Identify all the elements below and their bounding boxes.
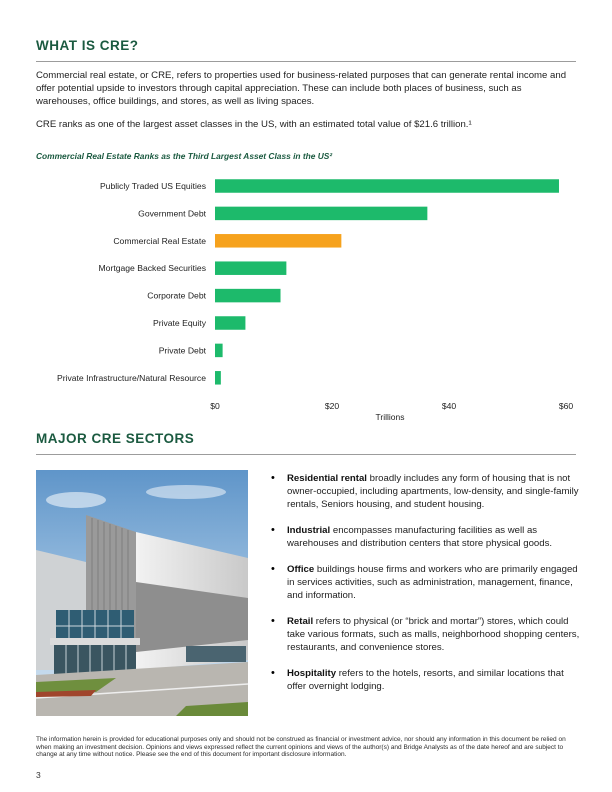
- sector-description: broadly includes any form of housing that is not owner-occupied, including apartments, low-density, and single-family rentals, Seniors housing, and student housing.: [287, 473, 579, 510]
- list-item: [268, 667, 580, 693]
- chart-bar: [215, 289, 281, 303]
- section-divider-2: [36, 454, 576, 455]
- sector-title: Industrial: [287, 525, 331, 536]
- section-divider: [36, 61, 576, 62]
- intro-paragraph: Commercial real estate, or CRE, refers to properties used for business-related purposes that can generate rental income and offer potential upside to investors through capital appreciation. These can include both places of business, such as warehouses, office buildings, and stores, as well as living spaces.: [36, 70, 567, 107]
- chart-bar: [215, 234, 341, 248]
- chart-bar: [215, 371, 221, 385]
- warehouse-photo: [36, 470, 248, 716]
- section-heading-what-is-cre: WHAT IS CRE?: [36, 38, 139, 53]
- chart-category-label: Corporate Debt: [147, 290, 206, 301]
- sector-description: refers to physical (or “brick and mortar”) stores, which could take various formats, such as malls, neighborhood shopping centers, restaurants, and convenience stores.: [287, 616, 580, 653]
- sector-description: buildings house firms and workers who are primarily engaged in services activities, such as administration, management, finance, and information.: [287, 564, 578, 601]
- cre-value-paragraph: CRE ranks as one of the largest asset classes in the US, with an estimated total value of $21.6 trillion.¹: [36, 119, 472, 130]
- chart-bar: [215, 344, 223, 358]
- chart-x-tick-label: $60: [558, 401, 574, 411]
- chart-x-tick-label: $20: [324, 401, 340, 411]
- chart-category-label: Mortgage Backed Securities: [98, 263, 206, 274]
- chart-category-label: Publicly Traded US Equities: [99, 181, 206, 191]
- disclaimer-footnote: The information herein is provided for educational purposes only and should not be construed as financial or investment advice, nor should any information in this document be relied on when making an investment decision. Opinions and views expressed reflect the current opinions and views of the author(s) and Bridge Analysts as of the date hereof and are subject to change at any time without notice. Please see the end of this document for important disclosure information.: [36, 736, 566, 759]
- list-item: [268, 615, 580, 654]
- sector-title: Retail: [287, 616, 314, 627]
- list-item: [268, 563, 580, 602]
- section-heading-major-cre-sectors: MAJOR CRE SECTORS: [36, 431, 195, 446]
- sector-list: [268, 472, 580, 706]
- page-number: 3: [36, 770, 41, 780]
- chart-category-label: Private Infrastructure/Natural Resource: [56, 372, 206, 383]
- chart-category-label: Commercial Real Estate: [113, 235, 206, 246]
- chart-bar: [215, 207, 427, 221]
- chart-x-tick-label: $40: [441, 401, 457, 411]
- chart-category-label: Private Equity: [152, 318, 206, 328]
- chart-title: Commercial Real Estate Ranks as the Third Largest Asset Class in the US²: [36, 151, 333, 161]
- sector-description: encompasses manufacturing facilities as well as warehouses and distribution centers that store physical goods.: [287, 525, 553, 549]
- chart-bar: [215, 261, 286, 275]
- list-item: [268, 524, 580, 550]
- sector-title: Hospitality: [287, 668, 337, 679]
- sector-description: refers to the hotels, resorts, and similar locations that offer overnight lodging.: [287, 668, 564, 692]
- list-item: [268, 472, 580, 511]
- sector-title: Office: [287, 564, 315, 575]
- chart-category-label: Private Debt: [158, 345, 206, 356]
- sector-title: Residential rental: [287, 473, 367, 484]
- chart-x-axis-label: Trillions: [375, 412, 405, 422]
- chart-bar: [215, 316, 245, 330]
- chart-x-tick-label: $0: [210, 401, 220, 411]
- chart-bar: [215, 179, 559, 193]
- asset-class-bar-chart: [0, 160, 612, 428]
- chart-category-label: Government Debt: [138, 208, 206, 219]
